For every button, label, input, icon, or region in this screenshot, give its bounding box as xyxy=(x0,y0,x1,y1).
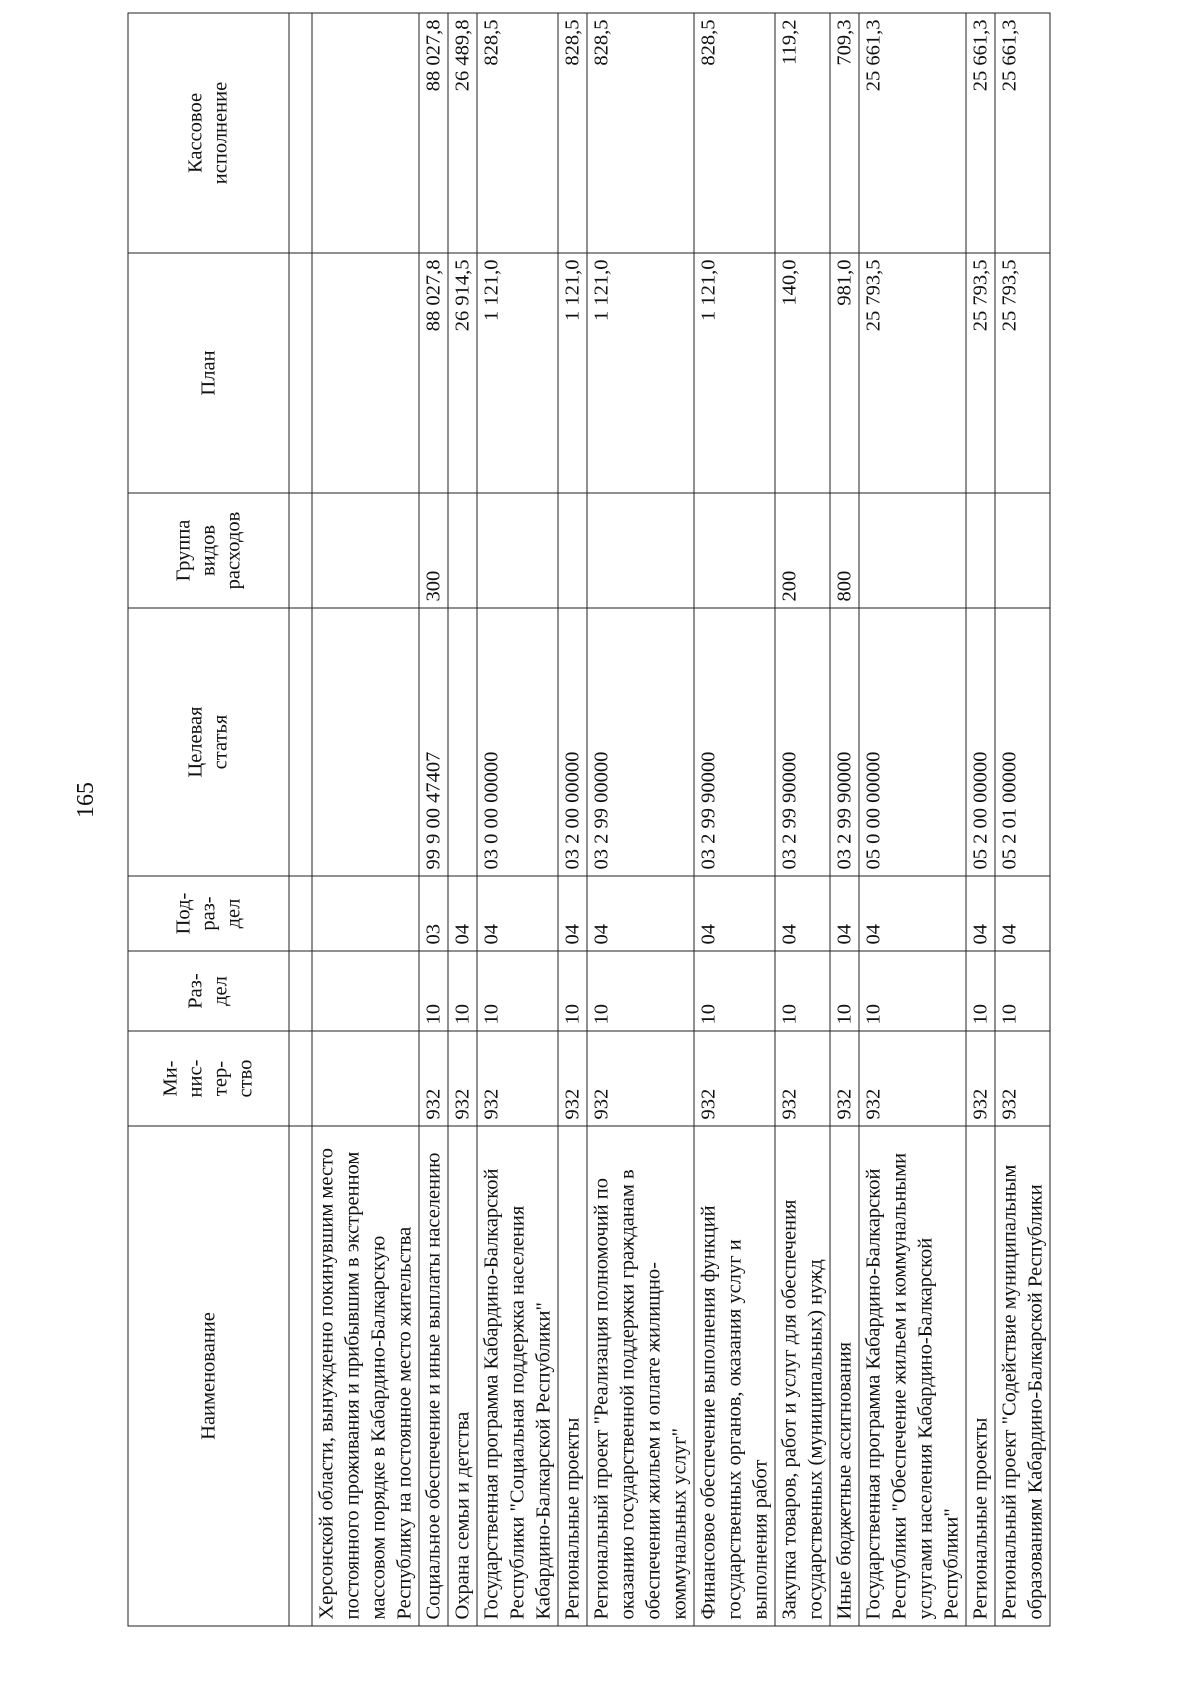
cell-group xyxy=(995,493,1050,608)
cell-target: 03 0 00 00000 xyxy=(477,608,558,876)
cell-subsection: 04 xyxy=(448,876,477,951)
cell-ministry: 932 xyxy=(775,1031,830,1126)
cell-plan xyxy=(312,253,419,493)
spacer-cell xyxy=(289,13,312,253)
table-row xyxy=(966,13,995,1626)
header-execution: Кассовое исполнение xyxy=(128,13,289,253)
table-row xyxy=(694,13,775,1626)
cell-subsection: 04 xyxy=(558,876,587,951)
cell-target: 03 2 99 90000 xyxy=(830,608,859,876)
cell-plan: 25 793,5 xyxy=(995,253,1050,493)
cell-target: 05 2 00 00000 xyxy=(966,608,995,876)
cell-group: 300 xyxy=(419,493,448,608)
cell-section: 10 xyxy=(830,951,859,1031)
header-ministry: Ми- нис- тер- ство xyxy=(128,1031,289,1126)
cell-group xyxy=(966,493,995,608)
cell-execution: 828,5 xyxy=(477,13,558,253)
table-row xyxy=(558,13,587,1626)
cell-subsection: 04 xyxy=(477,876,558,951)
cell-ministry: 932 xyxy=(558,1031,587,1126)
header-subsection: Под- раз- дел xyxy=(128,876,289,951)
cell-section: 10 xyxy=(995,951,1050,1031)
cell-execution: 119,2 xyxy=(775,13,830,253)
cell-subsection: 04 xyxy=(775,876,830,951)
cell-section: 10 xyxy=(477,951,558,1031)
cell-section xyxy=(312,951,419,1031)
cell-execution: 25 661,3 xyxy=(859,13,966,253)
cell-target xyxy=(448,608,477,876)
table-row xyxy=(775,13,830,1626)
page-number: 165 xyxy=(73,782,99,818)
cell-section: 10 xyxy=(587,951,694,1031)
budget-table xyxy=(128,13,1051,1627)
cell-name: Социальное обеспечение и иные выплаты населению xyxy=(419,1126,448,1626)
cell-target: 03 2 00 00000 xyxy=(558,608,587,876)
cell-target: 03 2 99 90000 xyxy=(694,608,775,876)
cell-plan: 1 121,0 xyxy=(477,253,558,493)
header-plan: План xyxy=(128,253,289,493)
cell-section: 10 xyxy=(859,951,966,1031)
cell-group: 800 xyxy=(830,493,859,608)
table-body xyxy=(312,13,1050,1626)
cell-name: Государственная программа Кабардино-Балкарской Республики "Обеспечение жильем и коммунальными услугами населения Кабардино-Балкарской Республики" xyxy=(859,1126,966,1626)
cell-target: 03 2 99 00000 xyxy=(587,608,694,876)
cell-name: Региональный проект "Реализация полномочий по оказанию государственной поддержки гражданам в обеспечении жильем и оплате жилищно-коммунальных услуг" xyxy=(587,1126,694,1626)
cell-execution: 828,5 xyxy=(694,13,775,253)
table-row xyxy=(477,13,558,1626)
table-row xyxy=(859,13,966,1626)
spacer-cell xyxy=(289,608,312,876)
spacer-cell xyxy=(289,253,312,493)
cell-ministry: 932 xyxy=(830,1031,859,1126)
cell-name: Иные бюджетные ассигнования xyxy=(830,1126,859,1626)
table-row xyxy=(830,13,859,1626)
cell-execution: 25 661,3 xyxy=(995,13,1050,253)
cell-execution: 828,5 xyxy=(558,13,587,253)
cell-name: Финансовое обеспечение выполнения функций государственных органов, оказания услуг и выполнения работ xyxy=(694,1126,775,1626)
cell-group xyxy=(587,493,694,608)
cell-group xyxy=(477,493,558,608)
cell-name: Херсонской области, вынужденно покинувшим место постоянного проживания и прибывшим в экстренном массовом порядке в Кабардино-Балкарскую Республику на постоянное место жительства xyxy=(312,1126,419,1626)
cell-plan: 25 793,5 xyxy=(859,253,966,493)
cell-name: Государственная программа Кабардино-Балкарской Республики "Социальная поддержка населения Кабардино-Балкарской Республики" xyxy=(477,1126,558,1626)
cell-execution xyxy=(312,13,419,253)
cell-section: 10 xyxy=(775,951,830,1031)
table-header-spacer-row xyxy=(289,13,312,1626)
table-row xyxy=(448,13,477,1626)
header-name: Наименование xyxy=(128,1126,289,1626)
cell-section: 10 xyxy=(966,951,995,1031)
cell-subsection: 04 xyxy=(587,876,694,951)
cell-subsection: 03 xyxy=(419,876,448,951)
cell-ministry: 932 xyxy=(587,1031,694,1126)
spacer-cell xyxy=(289,493,312,608)
cell-subsection: 04 xyxy=(830,876,859,951)
cell-group xyxy=(859,493,966,608)
table-row xyxy=(419,13,448,1626)
cell-execution: 88 027,8 xyxy=(419,13,448,253)
cell-plan: 981,0 xyxy=(830,253,859,493)
cell-section: 10 xyxy=(419,951,448,1031)
cell-execution: 26 489,8 xyxy=(448,13,477,253)
cell-subsection: 04 xyxy=(966,876,995,951)
table-row xyxy=(312,13,419,1626)
table-header-row xyxy=(128,13,289,1626)
cell-group xyxy=(312,493,419,608)
cell-ministry: 932 xyxy=(419,1031,448,1126)
cell-subsection: 04 xyxy=(694,876,775,951)
cell-section: 10 xyxy=(448,951,477,1031)
cell-target: 05 2 01 00000 xyxy=(995,608,1050,876)
cell-plan: 26 914,5 xyxy=(448,253,477,493)
cell-ministry: 932 xyxy=(477,1031,558,1126)
spacer-cell xyxy=(289,951,312,1031)
cell-section: 10 xyxy=(694,951,775,1031)
header-group: Группа видов расходов xyxy=(128,493,289,608)
cell-group xyxy=(694,493,775,608)
cell-name: Региональные проекты xyxy=(558,1126,587,1626)
cell-plan: 1 121,0 xyxy=(558,253,587,493)
cell-name: Региональный проект "Содействие муниципальным образованиям Кабардино-Балкарской Республики xyxy=(995,1126,1050,1626)
cell-ministry: 932 xyxy=(995,1031,1050,1126)
cell-ministry: 932 xyxy=(694,1031,775,1126)
spacer-cell xyxy=(289,1126,312,1626)
rotated-table-wrapper xyxy=(128,14,1069,1627)
cell-group: 200 xyxy=(775,493,830,608)
cell-subsection: 04 xyxy=(859,876,966,951)
cell-subsection xyxy=(312,876,419,951)
cell-subsection: 04 xyxy=(995,876,1050,951)
cell-plan: 140,0 xyxy=(775,253,830,493)
table-row xyxy=(995,13,1050,1626)
cell-target: 99 9 00 47407 xyxy=(419,608,448,876)
header-target: Целевая статья xyxy=(128,608,289,876)
cell-section: 10 xyxy=(558,951,587,1031)
cell-execution: 709,3 xyxy=(830,13,859,253)
cell-ministry: 932 xyxy=(448,1031,477,1126)
cell-ministry xyxy=(312,1031,419,1126)
cell-execution: 828,5 xyxy=(587,13,694,253)
spacer-cell xyxy=(289,1031,312,1126)
table-row xyxy=(587,13,694,1626)
cell-plan: 1 121,0 xyxy=(694,253,775,493)
cell-ministry: 932 xyxy=(859,1031,966,1126)
cell-plan: 1 121,0 xyxy=(587,253,694,493)
cell-plan: 88 027,8 xyxy=(419,253,448,493)
cell-execution: 25 661,3 xyxy=(966,13,995,253)
cell-group xyxy=(448,493,477,608)
cell-target: 05 0 00 00000 xyxy=(859,608,966,876)
cell-ministry: 932 xyxy=(966,1031,995,1126)
header-section: Раз- дел xyxy=(128,951,289,1031)
spacer-cell xyxy=(289,876,312,951)
cell-name: Региональные проекты xyxy=(966,1126,995,1626)
cell-group xyxy=(558,493,587,608)
cell-name: Охрана семьи и детства xyxy=(448,1126,477,1626)
cell-name: Закупка товаров, работ и услуг для обеспечения государственных (муниципальных) нужд xyxy=(775,1126,830,1626)
cell-target: 03 2 99 90000 xyxy=(775,608,830,876)
cell-plan: 25 793,5 xyxy=(966,253,995,493)
cell-target xyxy=(312,608,419,876)
